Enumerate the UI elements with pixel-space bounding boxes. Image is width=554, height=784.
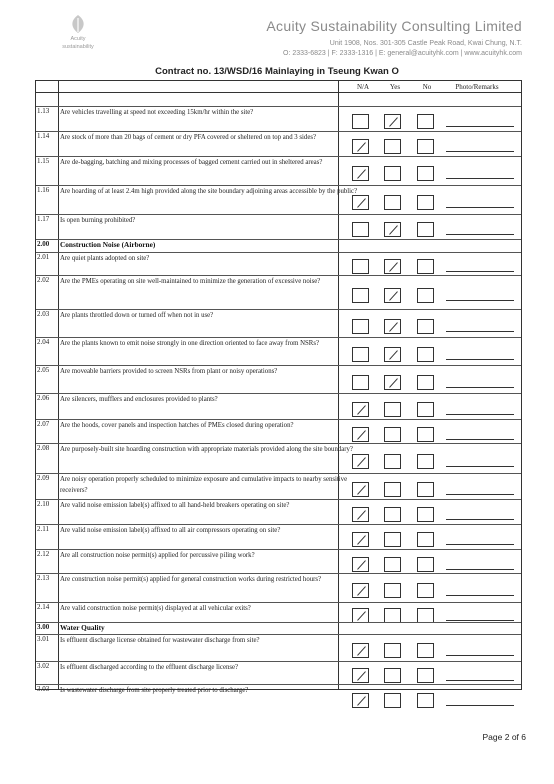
remarks-line[interactable] xyxy=(446,178,514,179)
checkbox-no[interactable] xyxy=(417,482,434,497)
item-number: 2.11 xyxy=(37,525,49,533)
checkbox-na[interactable] xyxy=(352,195,369,210)
question-text: Is open burning prohibited? xyxy=(60,217,136,224)
checkbox-na[interactable] xyxy=(352,454,369,469)
checkbox-no[interactable] xyxy=(417,288,434,303)
checkbox-no[interactable] xyxy=(417,195,434,210)
checkbox-no[interactable] xyxy=(417,222,434,237)
remarks-line[interactable] xyxy=(446,466,514,467)
checkbox-yes[interactable] xyxy=(384,557,401,572)
company-logo xyxy=(58,14,98,50)
section-title: Construction Noise (Airborne) xyxy=(60,240,156,249)
checkbox-no[interactable] xyxy=(417,427,434,442)
item-number: 3.02 xyxy=(37,662,50,670)
question-text: Are de-bagging, batching and mixing processes of bagged cement carried out in sheltered areas? xyxy=(60,159,323,166)
checkbox-yes[interactable] xyxy=(384,259,401,274)
checkbox-no[interactable] xyxy=(417,507,434,522)
item-number: 2.02 xyxy=(37,276,50,284)
remarks-line[interactable] xyxy=(446,207,514,208)
checkbox-yes[interactable] xyxy=(384,195,401,210)
item-number: 2.08 xyxy=(37,444,50,452)
question-text: Are stock of more than 20 bags of cement or dry PFA covered or sheltered on top and 3 sides? xyxy=(60,134,317,141)
item-number: 3.03 xyxy=(37,685,50,693)
checkbox-na[interactable] xyxy=(352,139,369,154)
checkbox-no[interactable] xyxy=(417,402,434,417)
checkbox-yes[interactable] xyxy=(384,222,401,237)
question-text: Is wastewater discharge from site properly treated prior to discharge? xyxy=(60,687,249,694)
checkbox-yes[interactable] xyxy=(384,608,401,623)
question-text: Is effluent discharged according to the effluent discharge license? xyxy=(60,664,239,671)
item-number: 1.16 xyxy=(37,186,50,194)
checkbox-na[interactable] xyxy=(352,347,369,362)
item-number: 1.15 xyxy=(37,157,50,165)
column-header-yes: Yes xyxy=(389,83,401,91)
remarks-line[interactable] xyxy=(446,300,514,301)
checkbox-na[interactable] xyxy=(352,288,369,303)
checklist-table xyxy=(35,80,522,694)
item-number: 2.04 xyxy=(37,338,50,346)
checkbox-na[interactable] xyxy=(352,259,369,274)
checkbox-yes[interactable] xyxy=(384,693,401,708)
question-text: Are silencers, mufflers and enclosures provided to plants? xyxy=(60,396,218,403)
checkbox-na[interactable] xyxy=(352,166,369,181)
question-text: Are moveable barriers provided to screen NSRs from plant or noisy operations? xyxy=(60,368,278,375)
checkbox-na[interactable] xyxy=(352,507,369,522)
remarks-line[interactable] xyxy=(446,387,514,388)
checkbox-no[interactable] xyxy=(417,347,434,362)
remarks-line[interactable] xyxy=(446,705,514,706)
column-header-no: No xyxy=(422,83,432,91)
item-number: 2.06 xyxy=(37,394,50,402)
remarks-line[interactable] xyxy=(446,359,514,360)
checkbox-yes[interactable] xyxy=(384,288,401,303)
section-title: Water Quality xyxy=(60,623,105,632)
checkbox-no[interactable] xyxy=(417,583,434,598)
remarks-line[interactable] xyxy=(446,680,514,681)
item-number: 2.12 xyxy=(37,550,50,558)
checkbox-no[interactable] xyxy=(417,608,434,623)
question-text: Are the PMEs operating on site well-maintained to minimize the generation of excessive noise? xyxy=(60,278,321,285)
row-divider xyxy=(36,622,521,623)
checkbox-no[interactable] xyxy=(417,319,434,334)
checkbox-na[interactable] xyxy=(352,427,369,442)
column-header-remarks: Photo/Remarks xyxy=(455,83,499,91)
checkbox-no[interactable] xyxy=(417,532,434,547)
remarks-line[interactable] xyxy=(446,595,514,596)
checkbox-yes[interactable] xyxy=(384,166,401,181)
remarks-line[interactable] xyxy=(446,655,514,656)
checkbox-no[interactable] xyxy=(417,259,434,274)
logo-text-line2: sustainability xyxy=(62,44,94,50)
checkbox-na[interactable] xyxy=(352,114,369,129)
item-number: 1.13 xyxy=(37,107,50,115)
remarks-line[interactable] xyxy=(446,414,514,415)
checkbox-na[interactable] xyxy=(352,583,369,598)
company-name: Acuity Sustainability Consulting Limited xyxy=(266,18,522,34)
checkbox-na[interactable] xyxy=(352,402,369,417)
checkbox-no[interactable] xyxy=(417,166,434,181)
header-divider xyxy=(36,92,521,93)
column-divider xyxy=(338,81,339,689)
column-divider xyxy=(58,81,59,689)
checkbox-na[interactable] xyxy=(352,557,369,572)
question-text: Are valid noise emission label(s) affixed to all air compressors operating on site? xyxy=(60,527,281,534)
question-text: Is effluent discharge license obtained for wastewater discharge from site? xyxy=(60,637,260,644)
question-text: Are valid noise emission label(s) affixed to all hand-held breakers operating on site? xyxy=(60,502,290,509)
page-number: Page 2 of 6 xyxy=(482,732,526,742)
checkbox-no[interactable] xyxy=(417,693,434,708)
checkbox-na[interactable] xyxy=(352,668,369,683)
checkbox-yes[interactable] xyxy=(384,402,401,417)
checkbox-yes[interactable] xyxy=(384,347,401,362)
checkbox-na[interactable] xyxy=(352,693,369,708)
question-text: Are vehicles travelling at speed not exceeding 15km/hr within the site? xyxy=(60,109,254,116)
contract-title: Contract no. 13/WSD/16 Mainlaying in Tseung Kwan O xyxy=(155,66,399,77)
item-number: 1.17 xyxy=(37,215,50,223)
checkbox-no[interactable] xyxy=(417,454,434,469)
checkbox-na[interactable] xyxy=(352,222,369,237)
checkbox-yes[interactable] xyxy=(384,139,401,154)
checkbox-yes[interactable] xyxy=(384,507,401,522)
remarks-line[interactable] xyxy=(446,494,514,495)
question-text: Are all construction noise permit(s) applied for percussive piling work? xyxy=(60,552,255,559)
checkbox-yes[interactable] xyxy=(384,532,401,547)
item-number: 2.07 xyxy=(37,420,50,428)
checkbox-yes[interactable] xyxy=(384,643,401,658)
contact-line: O: 2333-6823 | F: 2333-1316 | E: general@acuityhk.com | www.acuityhk.com xyxy=(282,49,522,57)
remarks-line[interactable] xyxy=(446,439,514,440)
remarks-line[interactable] xyxy=(446,234,514,235)
checkbox-yes[interactable] xyxy=(384,583,401,598)
question-text: Are purposely-built site hoarding construction with appropriate materials provided along the site boundary? xyxy=(60,446,353,453)
item-number: 1.14 xyxy=(37,132,50,140)
checkbox-no[interactable] xyxy=(417,668,434,683)
checkbox-na[interactable] xyxy=(352,319,369,334)
item-number: 2.03 xyxy=(37,310,50,318)
checkbox-na[interactable] xyxy=(352,643,369,658)
remarks-line[interactable] xyxy=(446,569,514,570)
checkbox-na[interactable] xyxy=(352,532,369,547)
question-text: Are quiet plants adopted on site? xyxy=(60,255,150,262)
item-number: 2.14 xyxy=(37,603,50,611)
question-text: Are noisy operation properly scheduled to minimize exposure and cumulative impacts to nearby sensitive receivers? xyxy=(60,476,348,494)
checkbox-yes[interactable] xyxy=(384,375,401,390)
question-text: Are hoarding of at least 2.4m high provided along the site boundary adjoining areas accessible by the public? xyxy=(60,188,358,195)
checkbox-yes[interactable] xyxy=(384,482,401,497)
company-address xyxy=(283,39,522,58)
item-number: 2.01 xyxy=(37,253,50,261)
logo-text-line1: Acuity xyxy=(70,36,86,42)
section-number: 3.00 xyxy=(37,623,50,631)
remarks-line[interactable] xyxy=(446,151,514,152)
item-number: 2.05 xyxy=(37,366,50,374)
item-number: 2.09 xyxy=(37,474,50,482)
question-text: Are plants throttled down or turned off when not in use? xyxy=(60,312,214,319)
remarks-line[interactable] xyxy=(446,126,514,127)
address-line: Unit 1908, Nos. 301-305 Castle Peak Road, Kwai Chung, N.T. xyxy=(329,40,522,47)
item-number: 2.13 xyxy=(37,574,50,582)
remarks-line[interactable] xyxy=(446,331,514,332)
checkbox-yes[interactable] xyxy=(384,319,401,334)
remarks-line[interactable] xyxy=(446,544,514,545)
checkbox-yes[interactable] xyxy=(384,454,401,469)
remarks-line[interactable] xyxy=(446,620,514,621)
section-number: 2.00 xyxy=(37,240,50,248)
column-header-na: N/A xyxy=(356,83,370,91)
question-text: Are the plants known to emit noise strongly in one direction oriented to face away from NSRs? xyxy=(60,340,319,347)
checkbox-no[interactable] xyxy=(417,557,434,572)
question-text: Are construction noise permit(s) applied for general construction works during restricted hours? xyxy=(60,576,322,583)
checkbox-no[interactable] xyxy=(417,139,434,154)
checkbox-no[interactable] xyxy=(417,375,434,390)
checkbox-yes[interactable] xyxy=(384,427,401,442)
checkbox-na[interactable] xyxy=(352,375,369,390)
leaf-logo-icon xyxy=(67,14,89,34)
remarks-line[interactable] xyxy=(446,271,514,272)
remarks-line[interactable] xyxy=(446,519,514,520)
item-number: 2.10 xyxy=(37,500,50,508)
checkbox-yes[interactable] xyxy=(384,114,401,129)
checkbox-na[interactable] xyxy=(352,608,369,623)
checkbox-no[interactable] xyxy=(417,643,434,658)
checkbox-yes[interactable] xyxy=(384,668,401,683)
checkbox-no[interactable] xyxy=(417,114,434,129)
item-number: 3.01 xyxy=(37,635,50,643)
question-text: Are valid construction noise permit(s) displayed at all vehicular exits? xyxy=(60,605,251,612)
question-text: Are the hoods, cover panels and inspection hatches of PMEs closed during operation? xyxy=(60,422,294,429)
checkbox-na[interactable] xyxy=(352,482,369,497)
